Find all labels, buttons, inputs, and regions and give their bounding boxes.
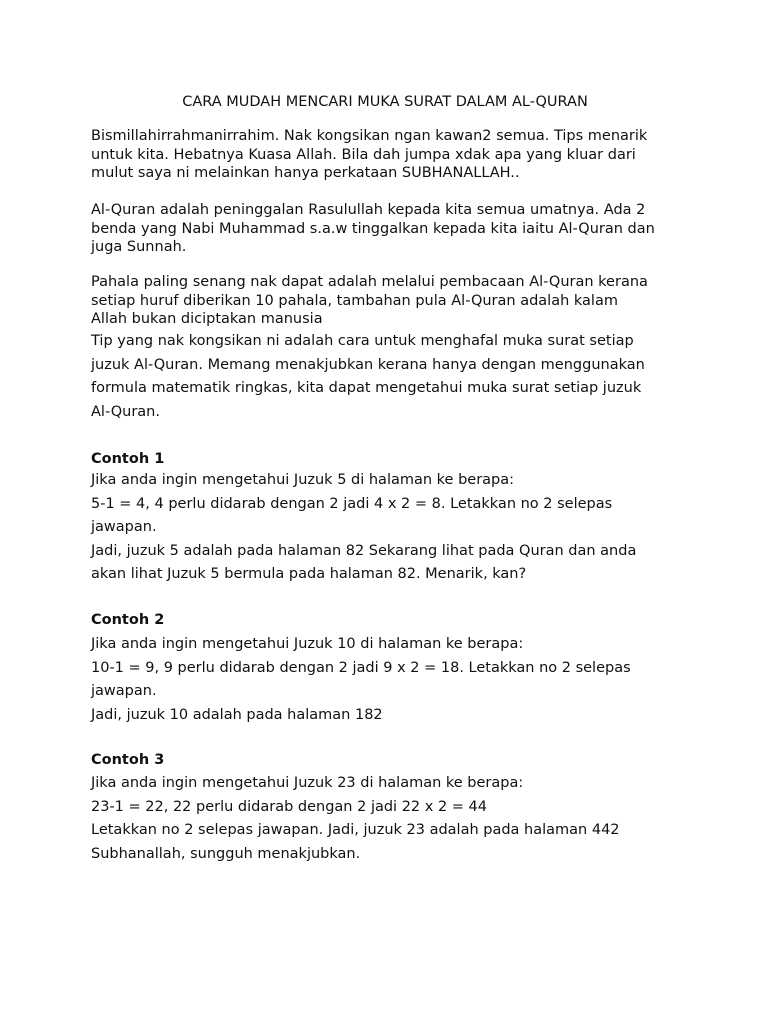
example-line: Jika anda ingin mengetahui Juzuk 10 di halaman ke berapa: (91, 636, 524, 652)
reward-paragraph (91, 273, 691, 329)
intro-line: mulut saya ni melainkan hanya perkataan SUBHANALLAH.. (91, 165, 520, 181)
example-line: Jika anda ingin mengetahui Juzuk 5 di halaman ke berapa: (91, 472, 515, 488)
example-line: Letakkan no 2 selepas jawapan. Jadi, juzuk 23 adalah pada halaman 442 (91, 822, 620, 838)
example-3-heading: Contoh 3 (91, 752, 165, 768)
document-title: CARA MUDAH MENCARI MUKA SURAT DALAM AL-QURAN (182, 94, 588, 110)
quran-legacy-paragraph (91, 201, 691, 257)
example-line: Jika anda ingin mengetahui Juzuk 23 di halaman ke berapa: (91, 775, 524, 791)
paragraph-line: formula matematik ringkas, kita dapat mengetahui muka surat setiap juzuk (91, 380, 642, 396)
example-line: 23-1 = 22, 22 perlu didarab dengan 2 jadi 22 x 2 = 44 (91, 798, 487, 815)
example-line: 10-1 = 9, 9 perlu didarab dengan 2 jadi 9 x 2 = 18. Letakkan no 2 selepas (91, 659, 631, 676)
example-1-body (91, 469, 691, 587)
example-2-heading: Contoh 2 (91, 612, 165, 628)
intro-paragraph (91, 127, 691, 183)
example-line: akan lihat Juzuk 5 bermula pada halaman 82. Menarik, kan? (91, 566, 527, 582)
paragraph-line: Al-Quran. (91, 403, 160, 420)
paragraph-line: Al-Quran adalah peninggalan Rasulullah kepada kita semua umatnya. Ada 2 (91, 202, 646, 218)
paragraph-line: Pahala paling senang nak dapat adalah melalui pembacaan Al-Quran kerana (91, 274, 648, 290)
paragraph-line: Allah bukan diciptakan manusia (91, 311, 323, 327)
intro-line: Bismillahirrahmanirrahim. Nak kongsikan ngan kawan2 semua. Tips menarik (91, 128, 648, 144)
paragraph-line: juzuk Al-Quran. Memang menakjubkan kerana hanya dengan menggunakan (91, 356, 645, 373)
example-line: 5-1 = 4, 4 perlu didarab dengan 2 jadi 4 x 2 = 8. Letakkan no 2 selepas (91, 495, 613, 512)
paragraph-line: juga Sunnah. (91, 239, 187, 255)
example-line: Subhanallah, sungguh menakjubkan. (91, 845, 361, 862)
example-line: jawapan. (91, 519, 157, 535)
intro-line: untuk kita. Hebatnya Kuasa Allah. Bila dah jumpa xdak apa yang kluar dari (91, 146, 636, 163)
paragraph-line: benda yang Nabi Muhammad s.a.w tinggalkan kepada kita iaitu Al-Quran dan (91, 220, 655, 237)
paragraph-line: Tip yang nak kongsikan ni adalah cara untuk menghafal muka surat setiap (91, 333, 634, 349)
example-2-body (91, 633, 691, 727)
example-line: Jadi, juzuk 10 adalah pada halaman 182 (91, 706, 383, 723)
example-3-body (91, 772, 691, 866)
example-line: jawapan. (91, 683, 157, 699)
example-1-heading: Contoh 1 (91, 451, 165, 467)
example-line: Jadi, juzuk 5 adalah pada halaman 82 Sekarang lihat pada Quran dan anda (91, 542, 637, 559)
tip-paragraph (91, 330, 691, 424)
paragraph-line: setiap huruf diberikan 10 pahala, tambahan pula Al-Quran adalah kalam (91, 292, 618, 309)
